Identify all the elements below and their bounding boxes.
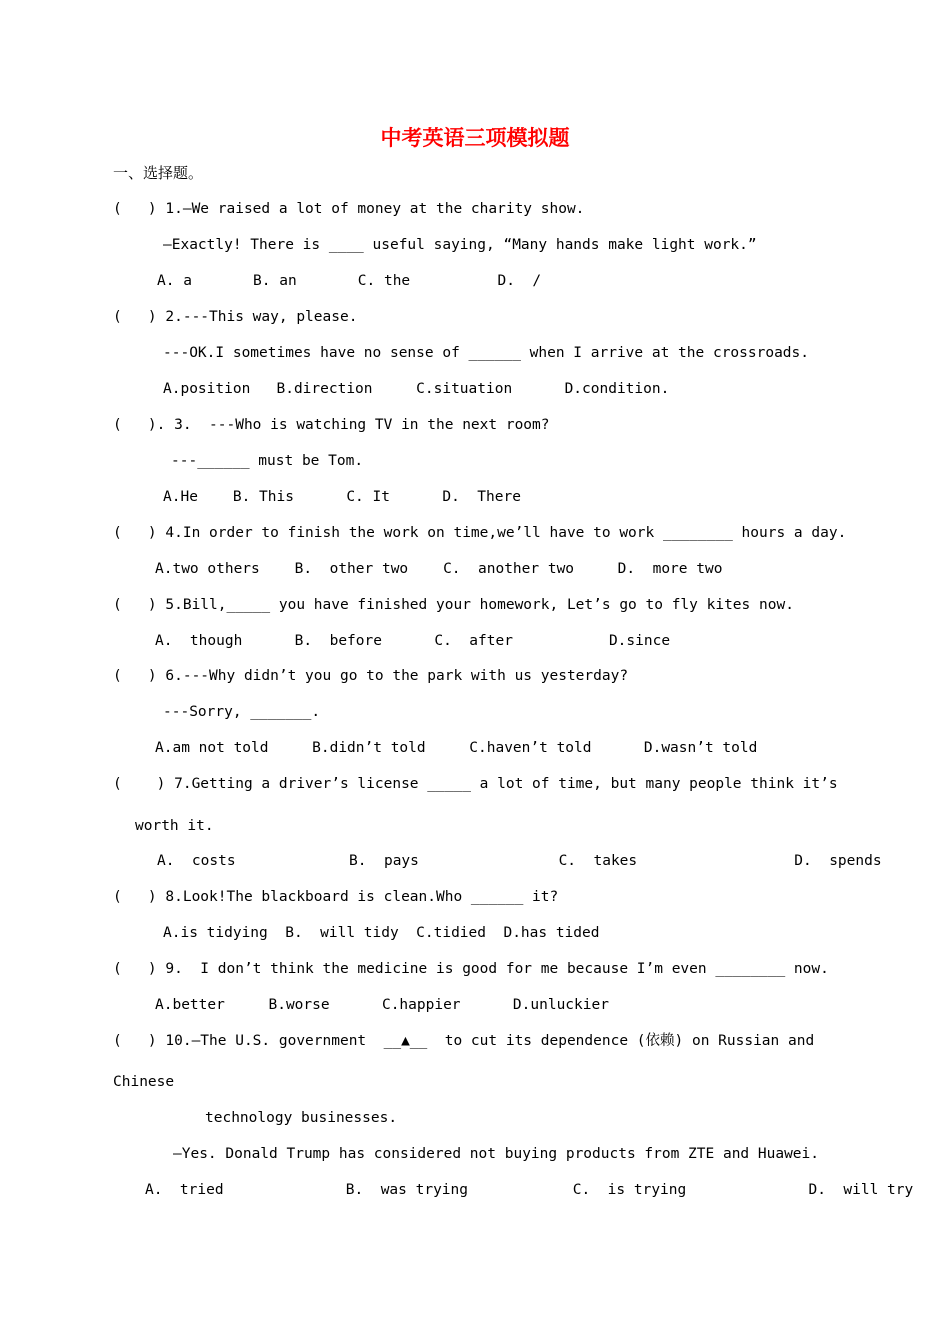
question-1-stem: ( ) 1.—We raised a lot of money at the charity show. <box>113 201 585 217</box>
page-title: 中考英语三项模拟题 <box>380 126 570 150</box>
question-2-options: A.position B.direction C.situation D.condition. <box>163 381 670 397</box>
question-7-stem-continued: worth it. <box>135 818 214 834</box>
question-3-response: ---______ must be Tom. <box>171 453 364 469</box>
question-7-options: A. costs B. pays C. takes D. spends <box>157 853 882 869</box>
question-6-response: ---Sorry, _______. <box>163 704 321 720</box>
question-10-stem-continued-2: technology businesses. <box>205 1110 398 1126</box>
question-10-options: A. tried B. was trying C. is trying D. will try <box>145 1182 914 1198</box>
question-3-options: A.He B. This C. It D. There <box>163 489 521 505</box>
question-6-stem: ( ) 6.---Why didn’t you go to the park with us yesterday? <box>113 668 629 684</box>
question-4-options: A.two others B. other two C. another two D. more two <box>155 561 723 577</box>
question-5-options: A. though B. before C. after D.since <box>155 633 671 649</box>
section-heading: 一、选择题。 <box>113 164 204 182</box>
question-6-options: A.am not told B.didn’t told C.haven’t told D.wasn’t told <box>155 740 758 756</box>
question-1-response: —Exactly! There is ____ useful saying, “Many hands make light work.” <box>163 237 757 253</box>
question-3-stem: ( ). 3. ---Who is watching TV in the next room? <box>113 417 550 433</box>
question-2-stem: ( ) 2.---This way, please. <box>113 309 358 325</box>
question-5-stem: ( ) 5.Bill,_____ you have finished your homework, Let’s go to fly kites now. <box>113 597 794 613</box>
question-1-options: A. a B. an C. the D. / <box>157 273 542 289</box>
question-10-stem: ( ) 10.—The U.S. government __▲__ to cut its dependence (依赖) on Russian and <box>113 1033 815 1049</box>
question-8-options: A.is tidying B. will tidy C.tidied D.has tided <box>163 925 600 941</box>
question-2-response: ---OK.I sometimes have no sense of ______ when I arrive at the crossroads. <box>163 345 810 361</box>
question-8-stem: ( ) 8.Look!The blackboard is clean.Who ______ it? <box>113 889 559 905</box>
question-4-stem: ( ) 4.In order to finish the work on time,we’ll have to work ________ hours a day. <box>113 525 847 541</box>
question-9-options: A.better B.worse C.happier D.unluckier <box>155 997 609 1013</box>
question-10-stem-continued: Chinese <box>113 1074 175 1090</box>
question-10-response: —Yes. Donald Trump has considered not buying products from ZTE and Huawei. <box>173 1146 820 1162</box>
question-9-stem: ( ) 9. I don’t think the medicine is good for me because I’m even ________ now. <box>113 961 829 977</box>
question-7-stem: ( ) 7.Getting a driver’s license _____ a lot of time, but many people think it’s <box>113 776 838 792</box>
